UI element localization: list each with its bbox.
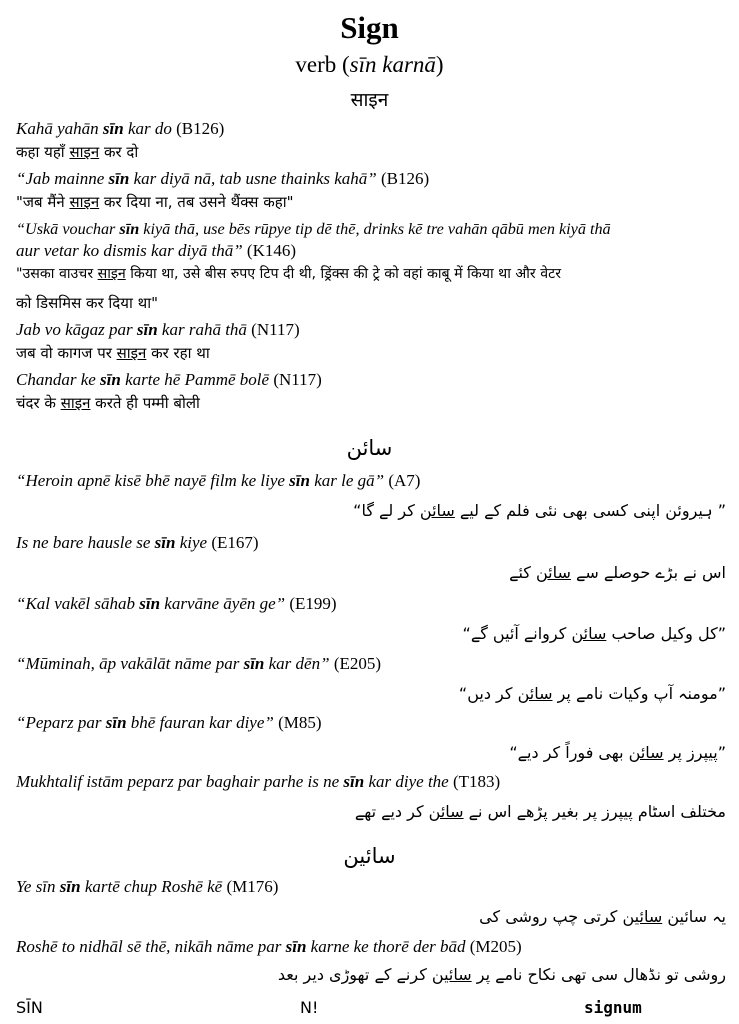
text: Roshē to nidhāl sē thē, nikāh nāme par [16, 937, 286, 956]
example-translit [16, 593, 726, 615]
example-translit [16, 532, 726, 554]
text: करते ही पम्मी बोली [90, 394, 200, 412]
text: kartē chup Roshē kē [80, 877, 223, 896]
keyword: sīn [136, 320, 158, 339]
text: ” ہیروئن اپنی کسی بھی نئی فلم کے لیے [454, 501, 726, 520]
text: bhē fauran kar diye” [126, 713, 274, 732]
text: کئے [509, 563, 536, 582]
example-devanagari [16, 392, 726, 414]
citation: (B126) [376, 169, 430, 188]
text: Chandar ke [16, 370, 101, 389]
footer-center: N! [300, 998, 319, 1017]
text: kiye [175, 533, 208, 552]
text: karte hē Pammē bolē [120, 370, 270, 389]
text: کروانے آئیں گے“ [462, 624, 572, 643]
subtitle-translit: sīn karnā [349, 52, 436, 77]
text: "जब मैंने [16, 193, 70, 211]
citation: (N117) [269, 370, 322, 389]
keyword: साइन [69, 193, 100, 211]
text: “Mūminah, āp vakālāt nāme par [16, 654, 244, 673]
keyword: سائین [431, 965, 472, 984]
text: Is ne bare hausle se [16, 533, 155, 552]
text: “Kal vakēl sāhab [16, 594, 140, 613]
keyword: sīn [108, 169, 130, 188]
text: कहा यहाँ [16, 143, 70, 161]
text: kar rahā thā [157, 320, 247, 339]
keyword: sīn [139, 594, 161, 613]
text: Jab vo kāgaz par [16, 320, 137, 339]
text: Mukhtalif istām peparz par baghair parhe is ne [16, 772, 344, 791]
example-translit [16, 240, 726, 262]
example-translit [16, 936, 726, 958]
keyword: sīn [59, 877, 81, 896]
example-devanagari [16, 342, 726, 364]
citation: (A7) [384, 471, 421, 490]
text: کرتی چپ روشی کی [479, 907, 623, 926]
devanagari-heading: साइन [350, 89, 389, 111]
example-translit [16, 369, 726, 391]
citation: (T183) [448, 772, 501, 791]
text: مختلف اسٹام پیپرز پر بغیر پڑھے اس نے [463, 802, 726, 821]
keyword: sīn [343, 772, 365, 791]
keyword: sīn [102, 119, 124, 138]
example-translit [16, 876, 726, 898]
subtitle-post: ) [435, 52, 444, 77]
keyword: sīn [289, 471, 310, 490]
citation: (B126) [171, 119, 225, 138]
text: ”پیپرز پر [663, 743, 726, 762]
keyword: سائن [571, 624, 607, 643]
text: kiyā thā, use bēs rūpye tip dē thē, drinks kē tre vahān qābū men kiyā thā [139, 220, 611, 238]
keyword: sīn [119, 220, 140, 238]
keyword: साइन [69, 143, 100, 161]
example-translit [16, 653, 726, 675]
text: “Peparz par [16, 713, 106, 732]
keyword: sīn [105, 713, 127, 732]
urdu-heading: سائن [346, 436, 393, 460]
text: “Jab mainne [16, 169, 109, 188]
urdu-heading: سائین [343, 844, 396, 868]
page-title: Sign [340, 10, 399, 45]
example-translit [16, 168, 726, 190]
example-translit [16, 118, 726, 140]
text: चंदर के [16, 394, 61, 412]
text: “Uskā vouchar [16, 220, 120, 238]
text: “Heroin apnē kisē bhē nayē film ke liye [16, 471, 290, 490]
keyword: سائن [428, 802, 464, 821]
example-urdu [14, 801, 726, 823]
text: kar do [123, 119, 172, 138]
example-devanagari [16, 141, 726, 163]
keyword: साइन [116, 344, 147, 362]
text: یہ سائین [662, 907, 726, 926]
keyword: sīn [285, 937, 307, 956]
text: kar dēn” [264, 654, 330, 673]
text: kar diyā nā, tab usne thainks kahā” [129, 169, 377, 188]
example-urdu [14, 683, 726, 705]
text: کرنے کے تھوڑی دیر بعد [277, 965, 432, 984]
subtitle [0, 52, 739, 78]
footer-right: signum [584, 998, 642, 1017]
citation: (M205) [465, 937, 522, 956]
text: karvāne āyēn ge” [160, 594, 286, 613]
example-devanagari [16, 263, 726, 285]
citation: (N117) [246, 320, 300, 339]
example-translit [16, 319, 726, 341]
citation: (E199) [285, 594, 337, 613]
citation: (E167) [207, 533, 259, 552]
example-urdu [14, 964, 726, 986]
text: اس نے بڑے حوصلے سے [570, 563, 726, 582]
example-translit [16, 712, 726, 734]
keyword: سائن [517, 684, 553, 703]
example-urdu [14, 906, 726, 928]
keyword: سائین [622, 907, 663, 926]
text: कर दो [99, 143, 139, 161]
text: بھی فوراً کر دیے“ [509, 743, 629, 762]
text: aur vetar ko dismis kar diyā thā” [16, 241, 243, 260]
text: कर रहा था [146, 344, 210, 362]
text: kar diye the [364, 772, 449, 791]
text: "उसका वाउचर [16, 266, 98, 282]
citation: (M85) [273, 713, 322, 732]
keyword: sīn [154, 533, 176, 552]
example-urdu [14, 562, 726, 584]
keyword: سائن [628, 743, 664, 762]
text: किया था, उसे बीस रुपए टिप दी थी, ड्रिंक्स की ट्रे को वहां काबू में किया था और वेटर [125, 266, 562, 282]
text: ”مومنہ آپ وکیات نامے پر [552, 684, 726, 703]
keyword: साइन [97, 266, 126, 282]
subtitle-pre: verb ( [295, 52, 350, 77]
keyword: سائن [535, 563, 571, 582]
example-translit [16, 470, 726, 492]
example-devanagari [16, 191, 726, 213]
text: Ye sīn [16, 877, 60, 896]
text: کر لے گا“ [353, 501, 420, 520]
example-urdu [14, 742, 726, 764]
example-urdu [14, 500, 726, 522]
text: जब वो कागज पर [16, 344, 117, 362]
keyword: سائن [419, 501, 455, 520]
text: کر دیے تھے [354, 802, 429, 821]
text: کر دیں“ [458, 684, 518, 703]
citation: (M176) [222, 877, 279, 896]
example-translit [16, 771, 726, 793]
citation: (E205) [329, 654, 382, 673]
text: Kahā yahān [16, 119, 103, 138]
text: ”کل وکیل صاحب [606, 624, 726, 643]
text: روشی تو نڈھال سی تھی نکاح نامے پر [471, 965, 726, 984]
text: कर दिया ना, तब उसने थैंक्स कहा" [99, 193, 294, 211]
citation: (K146) [242, 241, 297, 260]
text: karne ke thorē der bād [306, 937, 466, 956]
example-devanagari: को डिसमिस कर दिया था" [16, 294, 158, 312]
text: kar le gā” [309, 471, 385, 490]
keyword: sīn [100, 370, 121, 389]
example-urdu [14, 623, 726, 645]
keyword: sīn [243, 654, 265, 673]
keyword: साइन [60, 394, 91, 412]
example-translit [16, 218, 726, 240]
footer-left: SĪN [16, 998, 43, 1017]
